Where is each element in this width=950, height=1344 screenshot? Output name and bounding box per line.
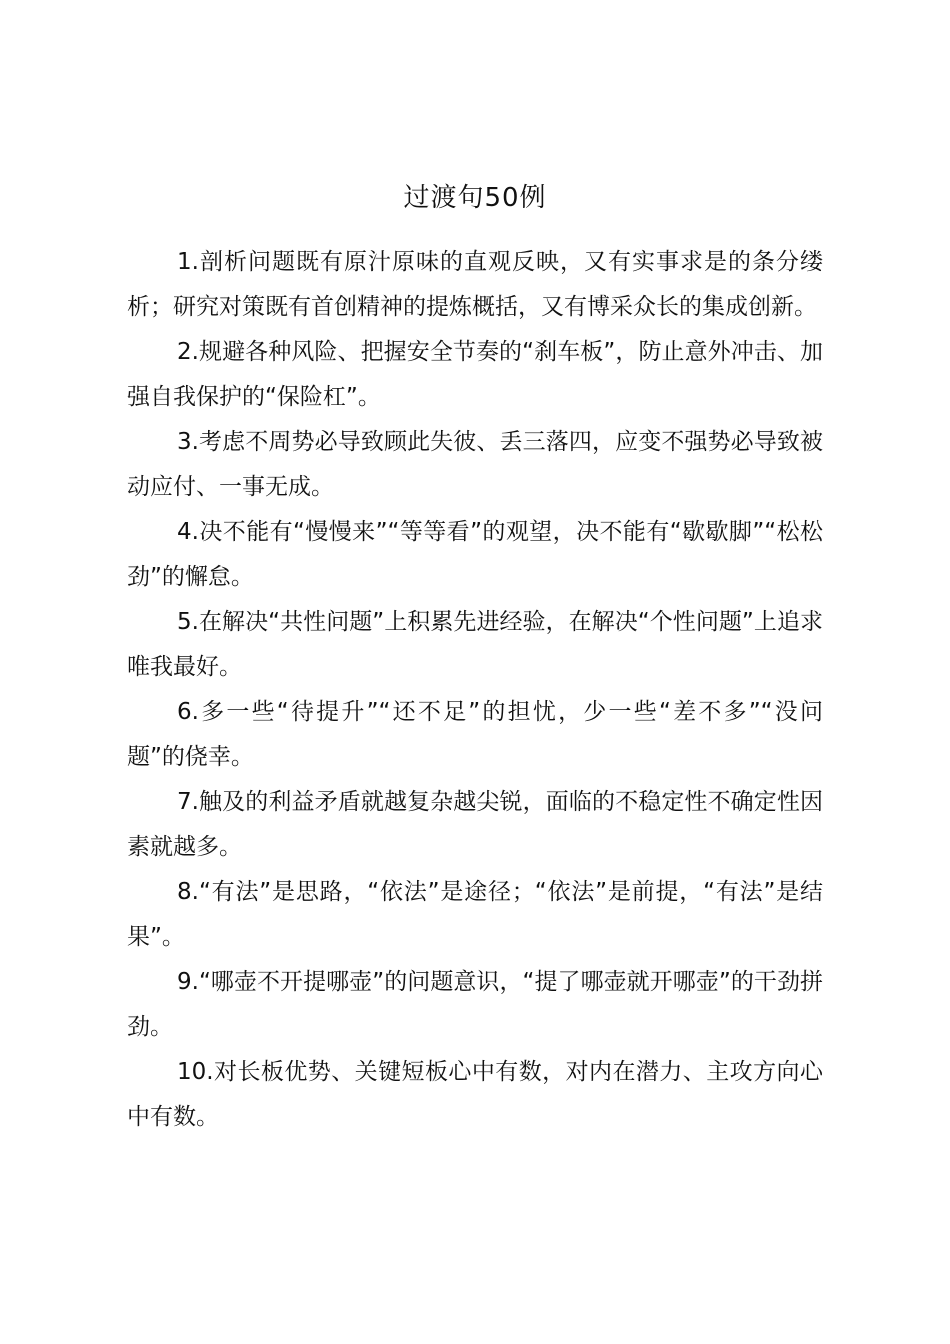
- paragraph-10: 10.对长板优势、关键短板心中有数，对内在潜力、主攻方向心中有数。: [127, 1059, 823, 1130]
- paragraph-5: 5.在解决“共性问题”上积累先进经验，在解决“个性问题”上追求唯我最好。: [127, 609, 823, 680]
- paragraph-3: 3.考虑不周势必导致顾此失彼、丢三落四，应变不强势必导致被动应付、一事无成。: [127, 429, 823, 500]
- paragraph-7: 7.触及的利益矛盾就越复杂越尖锐，面临的不稳定性不确定性因素就越多。: [127, 789, 823, 860]
- document-body: [127, 240, 823, 1140]
- paragraph-4: 4.决不能有“慢慢来”“等等看”的观望，决不能有“歇歇脚”“松松劲”的懈怠。: [127, 519, 823, 590]
- document-title: 过渡句50例: [403, 183, 547, 213]
- paragraph-2: 2.规避各种风险、把握安全节奏的“刹车板”，防止意外冲击、加强自我保护的“保险杠”。: [127, 339, 823, 410]
- paragraph-9: 9.“哪壶不开提哪壶”的问题意识，“提了哪壶就开哪壶”的干劲拼劲。: [127, 969, 823, 1040]
- paragraph-1: 1.剖析问题既有原汁原味的直观反映，又有实事求是的条分缕析；研究对策既有首创精神的提炼概括，又有博采众长的集成创新。: [127, 249, 823, 320]
- paragraph-8: 8.“有法”是思路，“依法”是途径；“依法”是前提，“有法”是结果”。: [127, 879, 823, 950]
- paragraph-6: 6.多一些“待提升”“还不足”的担忧，少一些“差不多”“没问题”的侥幸。: [127, 699, 823, 770]
